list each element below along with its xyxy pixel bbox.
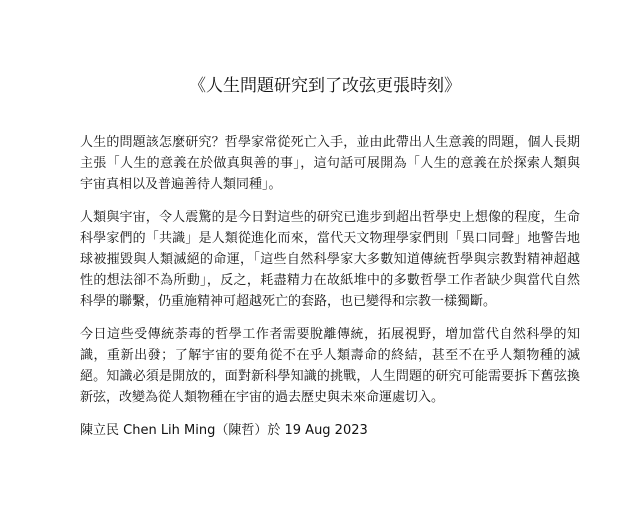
author-signature: 陳立民 Chen Lih Ming（陳哲）於 19 Aug 2023 [80, 423, 368, 438]
paragraph-1: 人生的問題該怎麼研究？哲學家常從死亡入手，並由此帶出人生意義的問題，個人長期主張「人生的意義在於做真與善的事」，這句話可展開為「人生的意義在於探索人類與宇宙真相以及普遍善待人類同種」。 [80, 135, 580, 192]
paragraph-2: 人類與宇宙，令人震驚的是今日對這些的研究已進步到超出哲學史上想像的程度，生命科學家們的「共識」是人類從進化而來，當代天文物理學家們則「異口同聲」地警告地球被摧毀與人類滅絕的命運，「這些自然科學家大多數知道傳統哲學與宗教對精神超越性的想法卻不為所動」，反之，耗盡精力在故紙堆中的多數哲學工作者缺少與當代自然科學的聯繫，仍重施精神可超越死亡的套路，也已變得和宗教一樣獨斷。 [80, 210, 580, 309]
paragraph-3: 今日這些受傳統荼毒的哲學工作者需要脫離傳統，拓展視野，增加當代自然科學的知識，重新出發；了解宇宙的要角從不在乎人類壽命的終結，甚至不在乎人類物種的滅絕。知識必須是開放的，面對新科學知識的挑戰，人生問題的研究可能需要拆下舊弦換新弦，改變為從人類物種在宇宙的過去歷史與未來命運處切入。 [80, 327, 580, 405]
page-title: 《人生問題研究到了改弦更張時刻》 [189, 76, 461, 96]
